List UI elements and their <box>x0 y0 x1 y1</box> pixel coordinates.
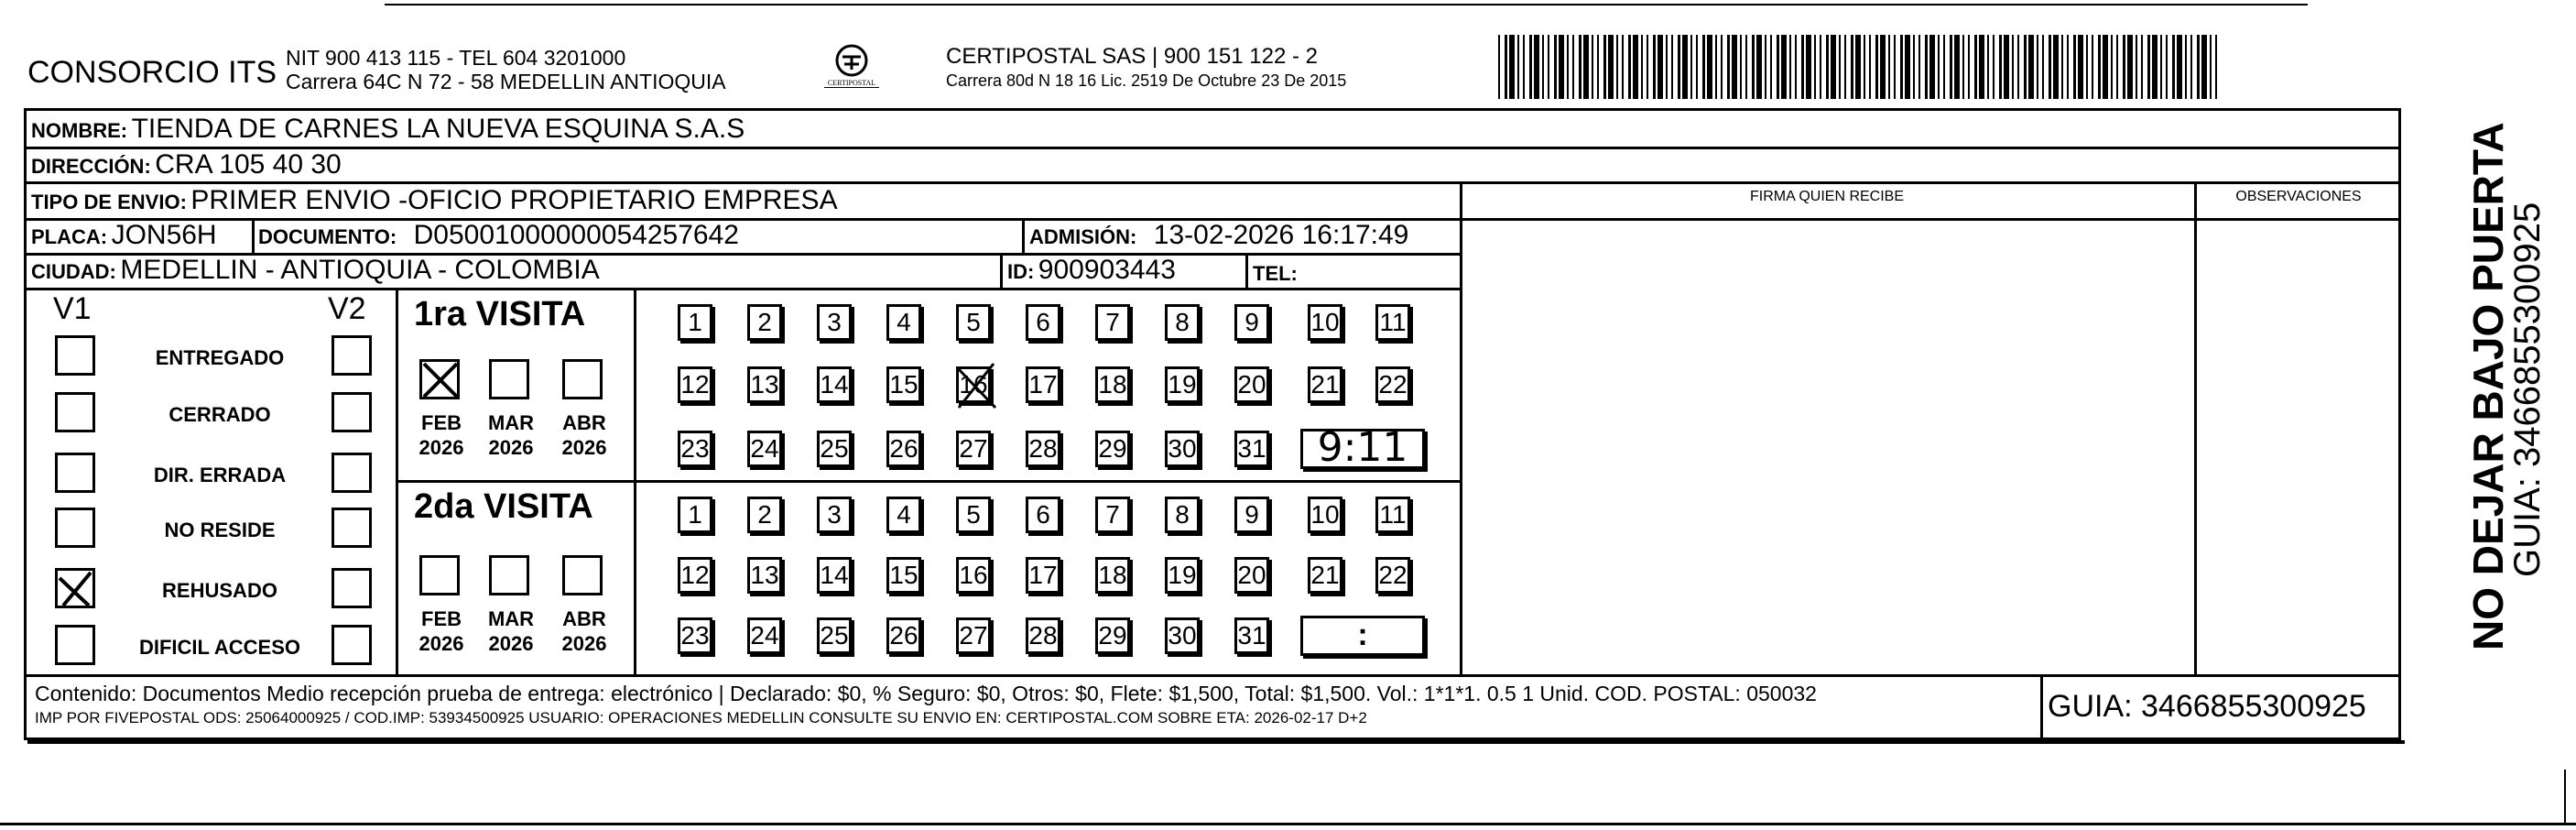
ciudad-field <box>31 255 600 286</box>
nombre-label: NOMBRE: <box>31 119 128 142</box>
v1-checkbox[interactable] <box>55 625 95 665</box>
logo-text: CERTIPOSTAL <box>824 79 879 88</box>
row-line-2 <box>24 181 2401 184</box>
direccion-value: CRA 105 40 30 <box>155 149 342 180</box>
second-month-checkbox[interactable] <box>489 555 529 595</box>
v1-checkbox[interactable] <box>55 392 95 432</box>
placa-label: PLACA: <box>31 225 108 248</box>
status-label: REHUSADO <box>162 579 277 602</box>
first-day-box[interactable]: 27 <box>956 431 991 467</box>
second-day-box[interactable]: 12 <box>678 557 712 594</box>
v1-checkbox[interactable] <box>55 335 95 376</box>
documento-label: DOCUMENTO: <box>258 225 397 248</box>
first-month-checkbox[interactable] <box>419 359 460 399</box>
first-day-box[interactable]: 19 <box>1165 366 1200 403</box>
month-label: FEB <box>421 607 462 630</box>
month-label: MAR <box>487 607 535 630</box>
observaciones-label: OBSERVACIONES <box>2235 189 2362 204</box>
v2-checkbox[interactable] <box>332 568 372 608</box>
company-address: Carrera 64C N 72 - 58 MEDELLIN ANTIOQUIA <box>286 70 726 93</box>
first-day-box[interactable]: 23 <box>678 431 712 467</box>
barcode <box>1498 35 2222 99</box>
first-visit-title: 1ra VISITA <box>414 295 586 333</box>
row-line-5 <box>24 288 1460 290</box>
first-day-box[interactable]: 28 <box>1026 431 1060 467</box>
first-day-box[interactable]: 21 <box>1308 366 1342 403</box>
nombre-row <box>31 114 745 145</box>
tipo-value: PRIMER ENVIO -OFICIO PROPIETARIO EMPRESA <box>190 185 838 215</box>
month-year-label <box>414 606 469 656</box>
second-day-box[interactable]: 4 <box>886 497 921 533</box>
month-label: ABR <box>562 411 606 434</box>
second-day-box[interactable]: 22 <box>1375 557 1410 594</box>
second-day-box[interactable]: 20 <box>1234 557 1269 594</box>
first-day-box[interactable]: 5 <box>956 304 991 341</box>
observaciones-divider <box>2194 181 2197 674</box>
month-label: FEB <box>421 411 462 434</box>
certipostal-address: Carrera 80d N 18 16 Lic. 2519 De Octubre 23 De 2015 <box>946 71 1347 90</box>
admision-field <box>1029 220 1408 251</box>
second-day-box[interactable]: 5 <box>956 497 991 533</box>
v2-checkbox[interactable] <box>332 508 372 548</box>
v2-checkbox[interactable] <box>332 453 372 493</box>
row-line-1 <box>24 147 2401 149</box>
first-day-box[interactable]: 29 <box>1095 431 1130 467</box>
placa-field <box>31 220 217 251</box>
id-field <box>1007 255 1176 286</box>
documento-field <box>258 220 739 251</box>
first-day-box[interactable]: 4 <box>886 304 921 341</box>
footer-contenido: Contenido: Documentos Medio recepción prueba de entrega: electrónico | Declarado: $0, % Seguro: $0, Otros: $0, Flete: $1,500, Total: $1,500. Vol.: 1*1*1. 0.5 1 Unid. COD. POSTAL: 050032 <box>35 682 1817 705</box>
v1-label: V1 <box>53 291 92 326</box>
direccion-row <box>31 149 342 180</box>
month-year-label <box>484 606 538 656</box>
placa-divider <box>252 218 255 253</box>
second-month-checkbox[interactable] <box>562 555 603 595</box>
page-right-edge <box>2564 770 2566 823</box>
footer-imp: IMP POR FIVEPOSTAL ODS: 25064000925 / COD.IMP: 53934500925 USUARIO: OPERACIONES MEDELLIN CONSULTE SU ENVIO EN: CERTIPOSTAL.COM SOBRE ETA: 2026-02-17 D+2 <box>35 709 1367 726</box>
first-day-box[interactable]: 17 <box>1026 366 1060 403</box>
year-label: 2026 <box>488 436 534 459</box>
second-day-box[interactable]: 15 <box>886 557 921 594</box>
first-day-box[interactable]: 11 <box>1375 304 1410 341</box>
v2-checkbox[interactable] <box>332 392 372 432</box>
month-year-label <box>557 606 612 656</box>
second-day-box[interactable]: 6 <box>1026 497 1060 533</box>
first-day-box[interactable]: 22 <box>1375 366 1410 403</box>
second-day-box[interactable]: 29 <box>1095 617 1130 654</box>
form-bottom-shadow <box>27 740 2405 744</box>
firma-label: FIRMA QUIEN RECIBE <box>1749 189 1905 204</box>
second-day-box[interactable]: 17 <box>1026 557 1060 594</box>
first-day-box[interactable]: 2 <box>747 304 782 341</box>
v1-checkbox[interactable] <box>55 568 95 608</box>
first-day-box[interactable]: 14 <box>817 366 852 403</box>
tel-divider <box>1245 253 1248 288</box>
status-label: ENTREGADO <box>155 346 285 369</box>
v1-checkbox[interactable] <box>55 453 95 493</box>
month-year-label <box>484 410 538 460</box>
page-bottom-line <box>0 823 2576 825</box>
id-label: ID: <box>1007 260 1035 283</box>
second-day-box[interactable]: 25 <box>817 617 852 654</box>
month-year-label <box>414 410 469 460</box>
second-visit-title: 2da VISITA <box>414 487 593 526</box>
first-day-box[interactable]: 8 <box>1165 304 1200 341</box>
nombre-value: TIENDA DE CARNES LA NUEVA ESQUINA S.A.S <box>131 114 745 144</box>
certipostal-logo <box>824 40 879 104</box>
admision-divider <box>1022 218 1025 253</box>
second-day-box[interactable]: 30 <box>1165 617 1200 654</box>
year-label: 2026 <box>561 436 607 459</box>
second-day-box[interactable]: 19 <box>1165 557 1200 594</box>
second-day-box[interactable]: 8 <box>1165 497 1200 533</box>
second-day-box[interactable]: 11 <box>1375 497 1410 533</box>
firma-divider <box>1460 181 1462 674</box>
first-day-box[interactable]: 31 <box>1234 431 1269 467</box>
footer-guia: GUIA: 3466855300925 <box>2048 689 2366 724</box>
second-day-box[interactable]: 7 <box>1095 497 1130 533</box>
second-day-box[interactable]: 27 <box>956 617 991 654</box>
second-day-box[interactable]: 31 <box>1234 617 1269 654</box>
side-guia: GUIA: 3466855300925 <box>2507 202 2548 577</box>
second-day-box[interactable]: 9 <box>1234 497 1269 533</box>
footer-guia-divider <box>2040 674 2043 740</box>
year-label: 2026 <box>418 632 464 655</box>
first-day-box[interactable]: 7 <box>1095 304 1130 341</box>
placa-value: JON56H <box>111 220 217 250</box>
first-day-box[interactable]: 20 <box>1234 366 1269 403</box>
first-day-box[interactable]: 25 <box>817 431 852 467</box>
second-day-box[interactable]: 23 <box>678 617 712 654</box>
first-day-box[interactable]: 26 <box>886 431 921 467</box>
tipo-label: TIPO DE ENVIO: <box>31 191 187 213</box>
second-day-box[interactable]: 10 <box>1308 497 1342 533</box>
admision-value: 13-02-2026 16:17:49 <box>1153 220 1409 250</box>
second-day-box[interactable]: 14 <box>817 557 852 594</box>
first-month-checkbox[interactable] <box>562 359 603 399</box>
first-day-box[interactable]: 16 <box>956 366 991 403</box>
first-day-box[interactable]: 24 <box>747 431 782 467</box>
direccion-label: DIRECCIÓN: <box>31 155 151 178</box>
month-label: ABR <box>562 607 606 630</box>
ciudad-label: CIUDAD: <box>31 260 116 283</box>
tipo-row <box>31 185 838 216</box>
second-day-box[interactable]: 28 <box>1026 617 1060 654</box>
status-label: CERRADO <box>168 403 271 426</box>
id-divider <box>1000 253 1003 288</box>
first-day-box[interactable]: 6 <box>1026 304 1060 341</box>
ciudad-value: MEDELLIN - ANTIOQUIA - COLOMBIA <box>120 255 600 285</box>
second-day-box[interactable]: 16 <box>956 557 991 594</box>
v2-checkbox[interactable] <box>332 625 372 665</box>
status-label: NO RESIDE <box>164 519 276 541</box>
second-day-box[interactable]: 26 <box>886 617 921 654</box>
documento-value: D05001000000054257642 <box>413 220 739 250</box>
v2-checkbox[interactable] <box>332 335 372 376</box>
second-month-checkbox[interactable] <box>419 555 460 595</box>
certipostal-title: CERTIPOSTAL SAS | 900 151 122 - 2 <box>946 44 1318 69</box>
year-label: 2026 <box>488 632 534 655</box>
second-day-box[interactable]: 13 <box>747 557 782 594</box>
id-value: 900903443 <box>1038 255 1176 285</box>
second-day-box[interactable]: 2 <box>747 497 782 533</box>
v1-checkbox[interactable] <box>55 508 95 548</box>
first-day-box[interactable]: 9 <box>1234 304 1269 341</box>
second-day-box[interactable]: 1 <box>678 497 712 533</box>
top-edge-line <box>385 4 2308 5</box>
admision-label: ADMISIÓN: <box>1029 225 1137 248</box>
first-day-box[interactable]: 3 <box>817 304 852 341</box>
first-day-box[interactable]: 15 <box>886 366 921 403</box>
first-day-box[interactable]: 1 <box>678 304 712 341</box>
visit-split-line <box>396 480 1460 483</box>
tel-field <box>1253 257 1298 288</box>
first-day-box[interactable]: 18 <box>1095 366 1130 403</box>
second-day-box[interactable]: 24 <box>747 617 782 654</box>
year-label: 2026 <box>418 436 464 459</box>
second-day-box[interactable]: 18 <box>1095 557 1130 594</box>
status-label: DIR. ERRADA <box>153 464 287 486</box>
first-day-box[interactable]: 10 <box>1308 304 1342 341</box>
first-visit-time[interactable]: 9:11 <box>1300 429 1425 469</box>
year-label: 2026 <box>561 632 607 655</box>
first-day-box[interactable]: 13 <box>747 366 782 403</box>
company-nit-tel: NIT 900 413 115 - TEL 604 3201000 <box>286 46 626 70</box>
no-dejar-bajo-puerta: NO DEJAR BAJO PUERTA <box>2464 122 2512 650</box>
first-month-checkbox[interactable] <box>489 359 529 399</box>
second-day-box[interactable]: 21 <box>1308 557 1342 594</box>
second-visit-time[interactable]: : <box>1300 616 1425 656</box>
first-day-box[interactable]: 12 <box>678 366 712 403</box>
v2-label: V2 <box>328 291 366 326</box>
status-label: DIFICIL ACCESO <box>138 636 300 659</box>
second-day-box[interactable]: 3 <box>817 497 852 533</box>
first-day-box[interactable]: 30 <box>1165 431 1200 467</box>
tel-label: TEL: <box>1253 262 1298 285</box>
month-label: MAR <box>487 411 535 434</box>
footer-top-line <box>24 674 2401 677</box>
company-name: CONSORCIO ITS <box>27 55 277 90</box>
month-year-label <box>557 410 612 460</box>
